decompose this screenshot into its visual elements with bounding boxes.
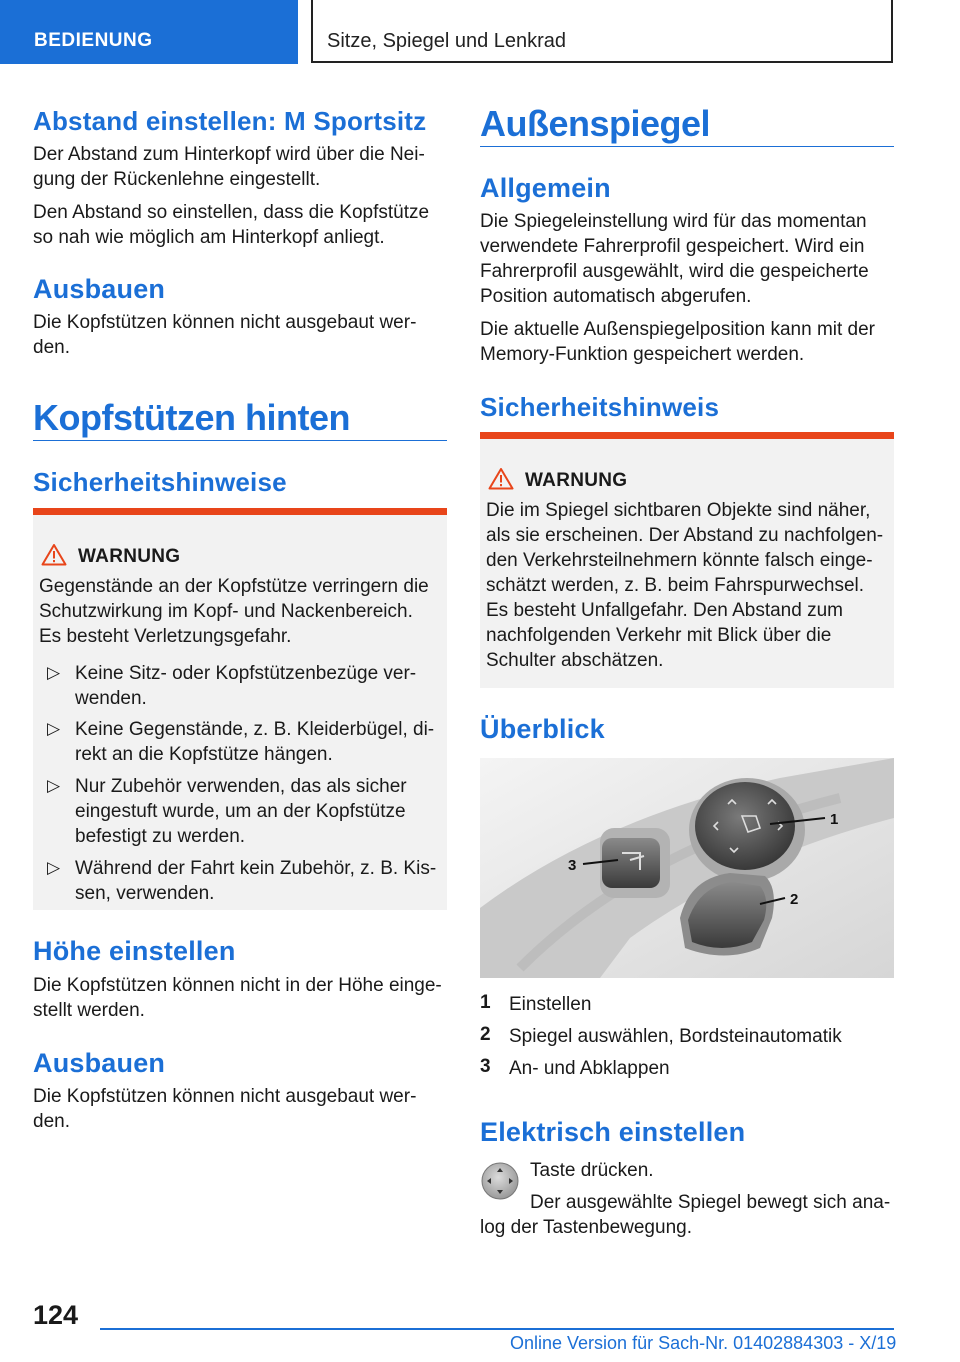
- legend-text: Einstellen: [509, 994, 592, 1015]
- elektrisch-heading: Elektrisch einstellen: [480, 1117, 746, 1147]
- sportsitz-heading: Abstand einstellen: M Sportsitz: [33, 106, 427, 136]
- ausbauen-heading-1: Ausbauen: [33, 274, 166, 304]
- ausbauen-heading-2: Ausbauen: [33, 1048, 166, 1078]
- warning-list-item: Nur Zubehör verwenden, das als sicher eingestuft wurde, um an der Kopfstütze befestigt zu werden.: [75, 776, 407, 847]
- bullet-icon: ▷: [47, 776, 61, 795]
- warning-list-item: Während der Fahrt kein Zubehör, z. B. Kis- sen, verwenden.: [75, 858, 437, 904]
- allgemein-paragraph-2: Die aktuelle Außenspiegelposition kann mit der Memory-Funktion gespeichert werden.: [480, 319, 876, 365]
- sicherheitshinweis-heading: Sicherheitshinweis: [480, 392, 720, 422]
- header-chapter-box: [311, 0, 893, 63]
- legend-number: 1: [480, 992, 491, 1013]
- callout-2: 2: [790, 891, 799, 908]
- legend-number: 3: [480, 1056, 491, 1077]
- mirror-adjust-button-icon: [480, 1161, 520, 1201]
- header-chapter-label: Sitze, Spiegel und Lenkrad: [327, 30, 567, 52]
- hoehe-heading: Höhe einstellen: [33, 936, 236, 966]
- warning-list-item: Keine Gegenstände, z. B. Kleiderbügel, di- rekt an die Kopfstütze hängen.: [75, 719, 435, 765]
- warning-title: WARNUNG: [78, 546, 181, 567]
- sicherheitshinweise-heading: Sicherheitshinweise: [33, 467, 287, 497]
- allgemein-paragraph-1: Die Spiegeleinstellung wird für das momentan verwendete Fahrerprofil gespeichert. Wird ein Fahrerprofil ausgewählt, wird die gespeicherte Position automatisch abgerufen.: [480, 211, 869, 307]
- page-number: 124: [33, 1300, 79, 1330]
- warning-text: Gegenstände an der Kopfstütze verringern die Schutzwirkung im Kopf- und Nackenbereich. Es besteht Verletzungsgefahr.: [39, 576, 429, 647]
- warning-triangle-icon: [488, 467, 514, 490]
- warning-triangle-icon: [41, 543, 67, 566]
- elektrisch-step: Taste drücken.: [530, 1160, 654, 1181]
- bullet-icon: ▷: [47, 663, 61, 682]
- bullet-icon: ▷: [47, 858, 61, 877]
- callout-3: 3: [568, 857, 577, 874]
- heading-rule: [480, 146, 894, 147]
- elektrisch-description-cont: log der Tastenbewegung.: [480, 1217, 692, 1238]
- elektrisch-description: Der ausgewählte Spiegel bewegt sich ana-: [530, 1192, 891, 1213]
- warning-list-item: Keine Sitz- oder Kopfstützenbezüge ver- wenden.: [75, 663, 417, 709]
- legend-text: Spiegel auswählen, Bordsteinautomatik: [509, 1026, 842, 1047]
- header-section-label: BEDIENUNG: [34, 30, 153, 51]
- allgemein-heading: Allgemein: [480, 173, 611, 203]
- online-version-note: Online Version für Sach-Nr. 01402884303 - X/19: [510, 1333, 897, 1353]
- hoehe-paragraph: Die Kopfstützen können nicht in der Höhe einge- stellt werden.: [33, 975, 442, 1021]
- sportsitz-paragraph-2: Den Abstand so einstellen, dass die Kopfstütze so nah wie möglich am Hinterkopf anliegt.: [33, 202, 430, 248]
- ausbauen-paragraph-1: Die Kopfstützen können nicht ausgebaut wer- den.: [33, 312, 417, 358]
- ueberblick-heading: Überblick: [480, 714, 605, 744]
- kopfstuetzen-heading: Kopfstützen hinten: [33, 397, 350, 438]
- footer-rule: [100, 1328, 894, 1330]
- legend-text: An- und Abklappen: [509, 1058, 670, 1079]
- callout-1: 1: [830, 811, 839, 828]
- warning-box: [33, 508, 447, 910]
- warning-box: [480, 432, 894, 688]
- legend-number: 2: [480, 1024, 491, 1045]
- mirror-control-figure: [480, 758, 894, 978]
- warning-title: WARNUNG: [525, 470, 628, 491]
- fold-button-shape: [602, 838, 660, 888]
- aussenspiegel-heading: Außenspiegel: [480, 103, 711, 144]
- ausbauen-paragraph-2: Die Kopfstützen können nicht ausgebaut wer- den.: [33, 1086, 417, 1132]
- heading-rule: [33, 440, 447, 441]
- bullet-icon: ▷: [47, 719, 61, 738]
- header-section-tab: [0, 0, 298, 64]
- warning-text: Die im Spiegel sichtbaren Objekte sind näher, als sie erscheinen. Der Abstand zu nachfolgen- den Verkehrsteilnehmern könnte falsch einge- schätzt werden, z. B. beim Fahrspurwechsel. Es besteht Unfallgefahr. Den Abstand zum nachfolgenden Verkehr mit Blick über die Schulter abschätzen.: [486, 500, 884, 671]
- sportsitz-paragraph-1: Der Abstand zum Hinterkopf wird über die Nei- gung der Rückenlehne eingestellt.: [33, 144, 425, 190]
